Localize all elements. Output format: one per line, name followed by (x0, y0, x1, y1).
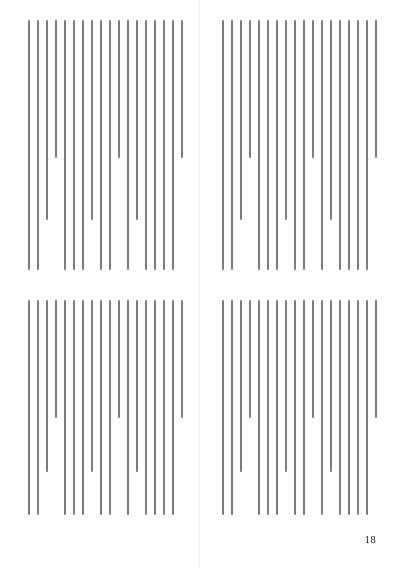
text-line (240, 20, 242, 220)
text-line (366, 300, 368, 515)
text-line (375, 300, 377, 418)
text-line (294, 300, 296, 515)
text-line (231, 20, 233, 270)
right-column-top (212, 20, 382, 270)
text-line (163, 300, 165, 515)
text-line (55, 20, 57, 158)
text-line (249, 20, 251, 158)
text-line (91, 300, 93, 472)
text-line (312, 20, 314, 158)
text-line (285, 20, 287, 220)
text-line (339, 20, 341, 270)
text-line (222, 20, 224, 270)
text-line (172, 300, 174, 515)
text-line (55, 300, 57, 418)
left-column-bottom (18, 300, 188, 515)
left-column-top (18, 20, 188, 270)
text-line (357, 20, 359, 270)
text-line (339, 300, 341, 515)
text-line (348, 20, 350, 270)
text-line (37, 20, 39, 270)
text-line (91, 20, 93, 220)
text-line (267, 300, 269, 515)
text-line (294, 20, 296, 270)
text-line (321, 20, 323, 270)
text-line (303, 300, 305, 515)
text-line (330, 300, 332, 472)
text-line (109, 300, 111, 515)
text-line (136, 20, 138, 220)
text-line (330, 20, 332, 220)
center-gutter (199, 0, 200, 568)
text-line (109, 20, 111, 270)
text-line (127, 300, 129, 515)
text-line (303, 20, 305, 270)
text-line (276, 20, 278, 270)
text-line (181, 300, 183, 418)
text-line (46, 300, 48, 472)
text-line (222, 300, 224, 515)
text-line (276, 300, 278, 515)
text-line (312, 300, 314, 418)
page-number: 18 (364, 536, 376, 546)
text-line (28, 300, 30, 515)
text-line (172, 20, 174, 270)
text-line (163, 20, 165, 270)
right-column-bottom (212, 300, 382, 515)
text-line (136, 300, 138, 472)
text-line (118, 20, 120, 158)
text-line (145, 20, 147, 270)
text-line (285, 300, 287, 472)
text-line (46, 20, 48, 220)
text-line (73, 300, 75, 515)
text-line (145, 300, 147, 515)
text-line (181, 20, 183, 158)
text-line (267, 20, 269, 270)
text-line (231, 300, 233, 515)
text-line (100, 300, 102, 515)
text-line (154, 300, 156, 515)
text-line (366, 20, 368, 270)
text-line (357, 300, 359, 515)
text-line (321, 300, 323, 515)
text-line (64, 300, 66, 515)
text-line (240, 300, 242, 472)
text-line (258, 300, 260, 515)
text-line (375, 20, 377, 158)
text-line (64, 20, 66, 270)
text-line (258, 20, 260, 270)
text-line (82, 300, 84, 515)
text-line (348, 300, 350, 515)
text-line (82, 20, 84, 270)
text-line (28, 20, 30, 270)
text-line (127, 20, 129, 270)
text-line (154, 20, 156, 270)
text-line (73, 20, 75, 270)
text-line (100, 20, 102, 270)
text-line (118, 300, 120, 418)
text-line (37, 300, 39, 515)
text-line (249, 300, 251, 418)
